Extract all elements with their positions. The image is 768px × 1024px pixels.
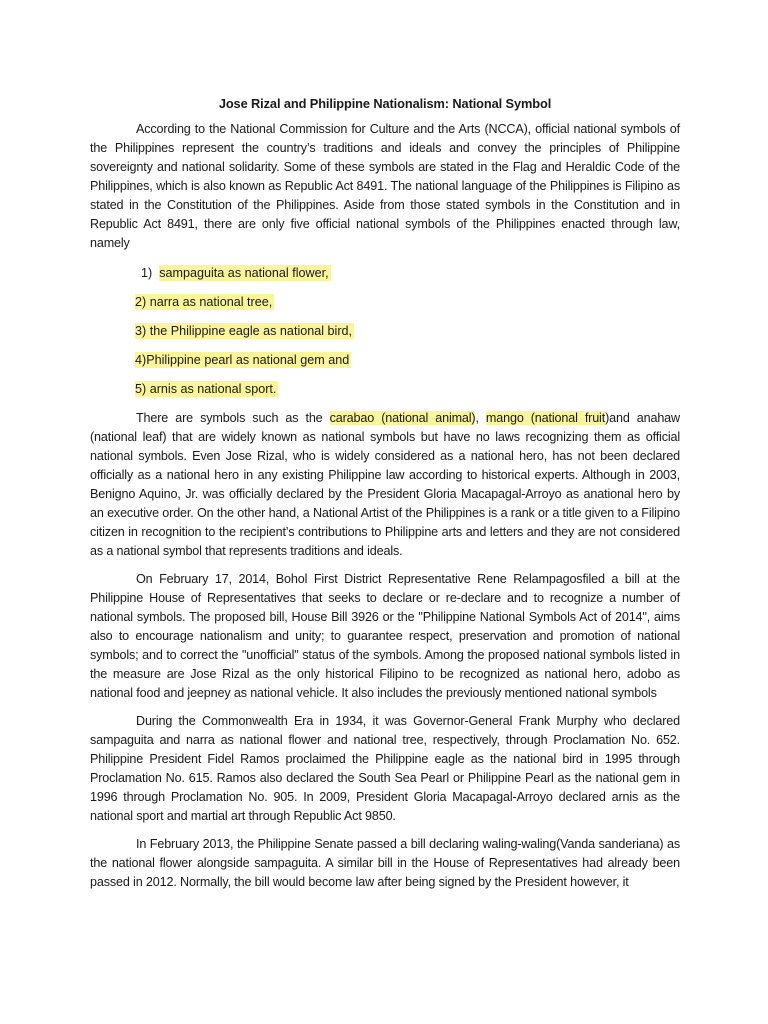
document-title: Jose Rizal and Philippine Nationalism: National Symbol <box>218 96 552 111</box>
list-item-text: narra as national tree, <box>149 295 273 309</box>
paragraph-intro: According to the National Commission for Culture and the Arts (NCCA), official national symbols of the Philippines represent the country’s traditions and ideals and convey the principles of Philippine sovereignty and national solidarity. Some of these symbols are stated in the Flag and Heraldic Code of the Philippines, which is also known as Republic Act 8491. The national language of the Philippines is Filipino as stated in the Constitution of the Philippines. Aside from those stated symbols in the Constitution and in Republic Act 8491, there are only five official national symbols of the Philippines enacted through law, namely <box>90 122 680 250</box>
paragraph-commonwealth: During the Commonwealth Era in 1934, it was Governor-General Frank Murphy who declared sampaguita and narra as national flower and national tree, respectively, through Proclamation No. 652. Philippine President Fidel Ramos proclaimed the Philippine eagle as the national bird in 1995 through Proclamation No. 615. Ramos also declared the South Sea Pearl or Philippine Pearl as the national gem in 1996 through Proclamation No. 905. In 2009, President Gloria Macapagal-Arroyo declared arnis as the national sport and martial art through Republic Act 9850. <box>90 714 680 823</box>
list-item-text: sampaguita as national flower, <box>159 266 329 280</box>
paragraph-text: )and anahaw (national leaf) that are widely known as national symbols but have no laws recognizing them as official national symbols. Even Jose Rizal, who is widely considered as a national hero, has not been declared officially as a national hero in any existing Philippine law according to historical experts. Although in 2003, Benigno Aquino, Jr. was officially declared by the President Gloria Macapagal-Arroyo as anational hero by an executive order. On the other hand, a National Artist of the Philippines is a rank or a title given to a Filipino citizen in recognition to the recipient’s contributions to Philippine arts and letters and they are not considered as a national symbol that represents traditions and ideals. <box>90 411 680 558</box>
paragraph-house-bill: On February 17, 2014, Bohol First District Representative Rene Relampagosfiled a bill at the Philippine House of Representatives that seeks to declare or re-declare and to recognize a number of national symbols. The proposed bill, House Bill 3926 or the "Philippine National Symbols Act of 2014", aims also to encourage nationalism and unity; to guarantee respect, preservation and promotion of national symbols; and to correct the "unofficial" status of the symbols. Among the proposed national symbols listed in the measure are Jose Rizal as the only historical Filipino to be recognized as national hero, adobo as national food and jeepney as national vehicle. It also includes the previously mentioned national symbols <box>90 572 680 700</box>
list-item-number: 3) <box>135 324 147 338</box>
paragraph-unofficial-symbols <box>90 409 680 561</box>
separator-text: , <box>475 411 486 425</box>
list-item-text: Philippine pearl as national gem and <box>146 353 350 367</box>
highlight-mango: mango (national fruit <box>485 411 606 425</box>
paragraph-senate-bill: In February 2013, the Philippine Senate passed a bill declaring waling-waling(Vanda sanderiana) as the national flower alongside sampaguita. A similar bill in the House of Representatives had already been passed in 2012. Normally, the bill would become law after being signed by the President however, it <box>90 837 680 889</box>
list-item <box>135 293 680 312</box>
list-item-text: arnis as national sport. <box>149 382 277 396</box>
national-symbols-list <box>90 264 680 399</box>
list-item <box>135 380 680 399</box>
list-item-number: 2) <box>135 295 147 309</box>
paragraph-text: There are symbols such as the <box>136 411 330 425</box>
list-item-number: 1) <box>141 266 153 280</box>
list-item-text: the Philippine eagle as national bird, <box>149 324 353 338</box>
highlight-carabao: carabao (national animal) <box>329 411 476 425</box>
list-item-number: 5) <box>135 382 147 396</box>
list-item <box>135 351 680 370</box>
list-item <box>135 322 680 341</box>
list-item <box>141 264 680 283</box>
list-item-number: 4) <box>135 353 147 367</box>
